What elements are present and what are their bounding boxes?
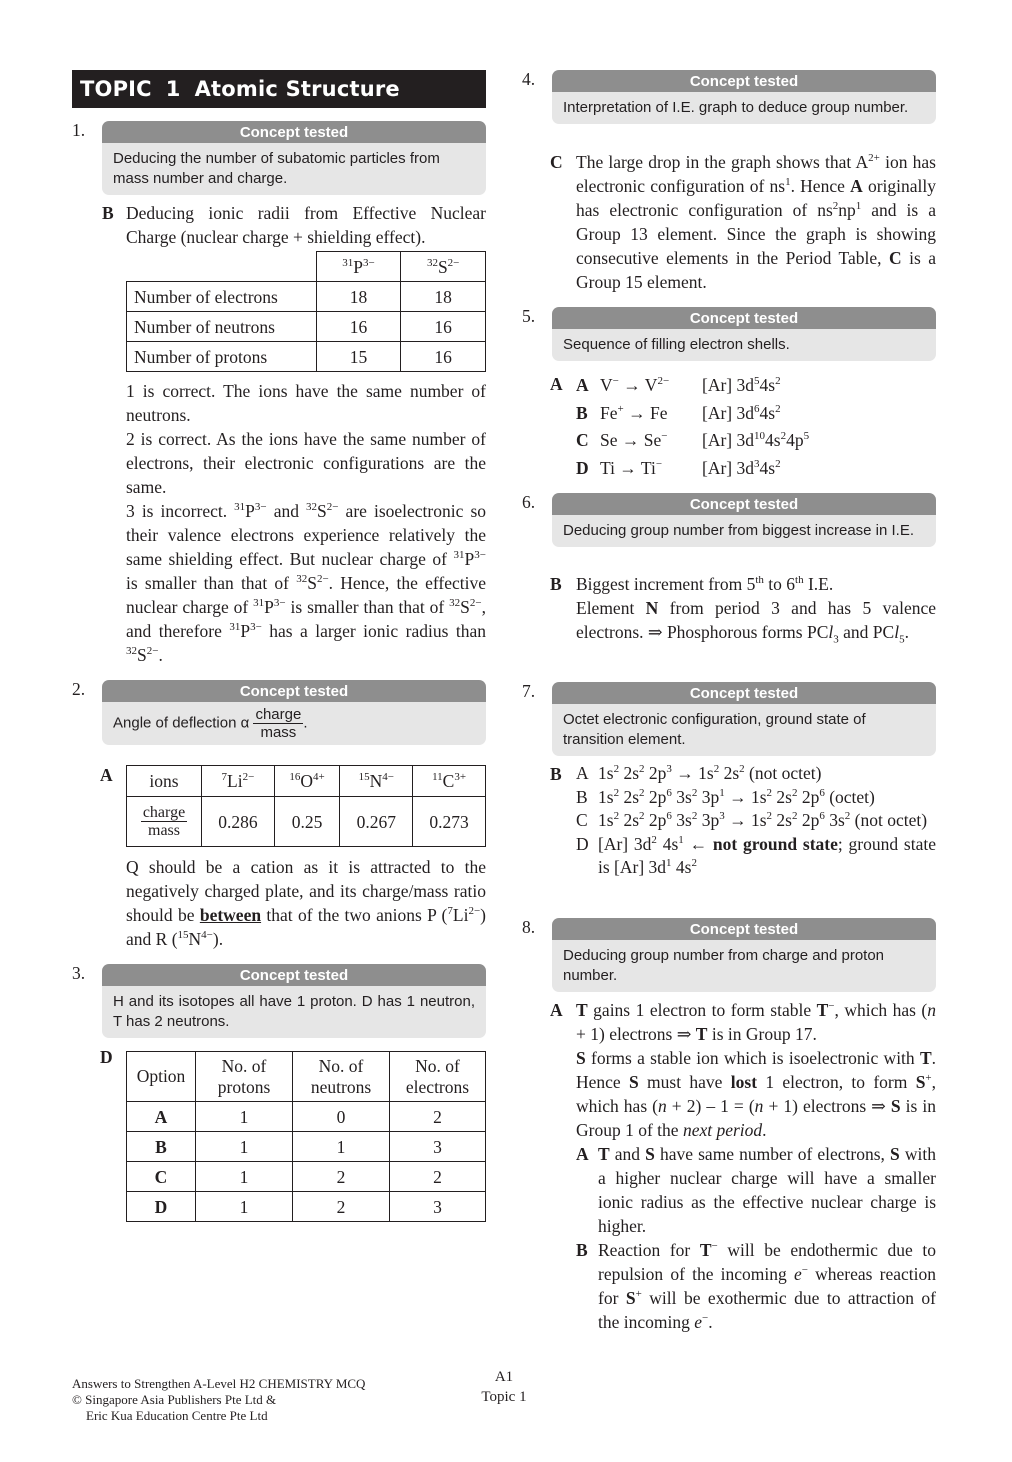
table-header: $^{32}S^{2-}$ [401, 252, 486, 282]
question-number: 2. [72, 679, 86, 699]
table-header-row [127, 766, 486, 797]
concept-box [552, 682, 936, 756]
concept-text: Angle of deflection α $\frac{\text{charge}}{\text{mass}}$ . [102, 702, 486, 745]
concept-header: Concept tested [552, 918, 936, 940]
table-cell: 18 [316, 282, 401, 312]
footer-copyright-2: Eric Kua Education Centre Pte Ltd [86, 1408, 268, 1423]
question-number: 1. [72, 120, 86, 140]
concept-header: Concept tested [552, 307, 936, 329]
fraction-denominator: mass [148, 822, 180, 839]
answer-intro: Deducing ionic radii from Effective Nuclear Charge (nuclear charge + shielding effect). [126, 203, 486, 247]
sub-option-a: A T and S have same number of electrons, S with a higher nuclear charge will have a smaller ionic radius as the effective nuclear charge is higher. [576, 1144, 936, 1236]
concept-text: Interpretation of I.E. graph to deduce group number. [552, 92, 936, 124]
topic-banner [72, 70, 486, 108]
option-a: A $V^- \to V^{2-}$ [Ar] $3d^54s^2$ [576, 375, 781, 395]
answer-block [552, 998, 936, 1334]
table-cell: 16 [401, 312, 486, 342]
explanation-text: Q should be a cation as it is attracted to the negatively charged plate, and its charge/mass ratio should be between that of the two anions P $(^7Li^{2-})$ and R $(^{15}N^{4-})$. [126, 857, 486, 949]
concept-box [552, 307, 936, 361]
concept-text: Deducing group number from charge and proton number. [552, 940, 936, 992]
table-row [127, 342, 486, 372]
table-cell: 0 [293, 1102, 390, 1132]
concept-header: Concept tested [552, 682, 936, 704]
table-cell: 3 [390, 1192, 486, 1222]
answer-letter: B [102, 203, 114, 223]
row-label: Number of protons [127, 342, 317, 372]
table-cell: 1 [293, 1132, 390, 1162]
option-list [552, 762, 936, 880]
table-row [127, 1162, 486, 1192]
answer-block [552, 762, 936, 880]
table-header: $^{31}P^{3-}$ [316, 252, 401, 282]
option-d: D [Ar] $3d^2$ $4s^1$ ← not ground state; ground state is [Ar] $3d^1$ $4s^2$ [576, 833, 937, 877]
option-c: C $1s^2$ $2s^2$ $2p^6$ $3s^2$ $3p^3 \to 1s^2$ $2s^2$ $2p^6$ $3s^2$ (not octet) [576, 810, 928, 830]
question-number: 4. [522, 69, 536, 89]
row-label: Number of electrons [127, 282, 317, 312]
answer-letter: A [550, 1000, 563, 1020]
concept-header: Concept tested [102, 680, 486, 702]
question-number: 7. [522, 681, 536, 701]
table-cell: B [127, 1132, 196, 1162]
table-header: No. of protons [196, 1052, 293, 1102]
concept-box [552, 918, 936, 992]
table-cell: 16 [401, 342, 486, 372]
concept-prefix: Angle of deflection α [113, 714, 250, 732]
footer-page [454, 1367, 554, 1407]
concept-text: H and its isotopes all have 1 proton. D has 1 neutron, T has 2 neutrons. [102, 986, 486, 1038]
row-label [127, 797, 202, 847]
explanation-text: S forms a stable ion which is isoelectronic with T. Hence S must have lost 1 electron, to form S+, which has (n + 2) – 1 = (n + 1) electrons ⇒ S is in Group 1 of the next period. [576, 1048, 937, 1140]
question-number: 5. [522, 306, 536, 326]
footer-book-title: Answers to Strengthen A-Level H2 CHEMISTRY MCQ [72, 1376, 366, 1391]
table-cell: 2 [390, 1102, 486, 1132]
table-row [127, 797, 486, 847]
explanation [126, 379, 486, 667]
row-label: Number of neutrons [127, 312, 317, 342]
table-cell: 2 [390, 1162, 486, 1192]
concept-header: Concept tested [102, 964, 486, 986]
table-cell: 18 [401, 282, 486, 312]
answer-letter: C [550, 152, 563, 172]
answer-letter: A [100, 765, 113, 785]
topic-number: 1 [165, 77, 181, 101]
table-header: $^7Li^{2-}$ [202, 766, 275, 797]
concept-text: Deducing the number of subatomic particles from mass number and charge. [102, 143, 486, 195]
footer-publisher [72, 1376, 365, 1424]
fraction-numerator: charge [142, 804, 186, 821]
table-cell: D [127, 1192, 196, 1222]
concept-box [102, 121, 486, 195]
concept-box [102, 964, 486, 1038]
table-header-row [127, 252, 486, 282]
table-header: Option [127, 1052, 196, 1102]
table-header-row [127, 1052, 486, 1102]
question-number: 6. [522, 492, 536, 512]
concept-box [552, 70, 936, 124]
answer-block [552, 150, 936, 294]
table-row [127, 1192, 486, 1222]
table-row [127, 312, 486, 342]
table-cell: 1 [196, 1102, 293, 1132]
footer-copyright: © Singapore Asia Publishers Pte Ltd & [72, 1392, 277, 1407]
table-cell: 15 [316, 342, 401, 372]
isotopes-table [126, 1051, 486, 1222]
answer-letter: A [550, 374, 563, 394]
fraction-numerator: charge [255, 706, 302, 723]
answer-letter: B [550, 574, 562, 594]
statement-1: 1 is correct. The ions have the same number of neutrons. [126, 381, 486, 425]
answer-letter: D [100, 1047, 113, 1067]
option-c: C Se → Se− [Ar] $3d^{10}4s^24p^5$ [576, 430, 810, 450]
answer-block [552, 572, 936, 644]
concept-box [552, 493, 936, 547]
explanation [126, 855, 486, 951]
table-cell: 1 [196, 1192, 293, 1222]
table-header: $^{11}C^{3+}$ [413, 766, 486, 797]
concept-header: Concept tested [102, 121, 486, 143]
table-cell: 2 [293, 1162, 390, 1192]
answer-letter: B [550, 764, 562, 784]
topic-title: Atomic Structure [194, 77, 400, 101]
option-b: B $1s^2$ $2s^2$ $2p^6$ $3s^2$ $3p^1 \to 1s^2$ $2s^2$ $2p^6$ (octet) [576, 786, 875, 807]
table-cell: 0.286 [202, 797, 275, 847]
page-number: A1 [494, 1369, 514, 1385]
concept-header: Concept tested [552, 493, 936, 515]
explanation-text: T gains 1 electron to form stable T−, which has (n + 1) electrons ⇒ T is in Group 17. [576, 1000, 936, 1044]
table-row [127, 1132, 486, 1162]
answer-block [552, 372, 936, 482]
statement-2: 2 is correct. As the ions have the same number of electrons, their electronic configurations are the same. [126, 429, 486, 497]
table-cell: 0.267 [340, 797, 413, 847]
table-cell: 1 [196, 1132, 293, 1162]
table-header: ions [127, 766, 202, 797]
answer-block [102, 201, 486, 249]
option-b: B Fe+ → Fe [Ar] $3d^64s^2$ [576, 402, 781, 423]
table-cell: 2 [293, 1192, 390, 1222]
page-topic: Topic 1 [481, 1389, 527, 1405]
statement-3: 3 is incorrect. $^{31}P^{3-}$ and $^{32}S^{2-}$ are isoelectronic so their valence electrons experience relatively the same shielding effect. But nuclear charge of $^{31}P^{3-}$ is smaller than that of $^{32}S^{2-}$. Hence, the effective nuclear charge of $^{31}P^{3-}$ is smaller than that of $^{32}S^{2-}$, and therefore $^{31}P^{3-}$ has a larger ionic radius than $^{32}S^{2-}$. [126, 501, 486, 665]
explanation-text: Biggest increment from 5th to 6th I.E. [576, 574, 834, 594]
table-cell: 16 [316, 312, 401, 342]
charge-mass-fraction [253, 706, 303, 741]
table-row [127, 282, 486, 312]
fraction-denominator: mass [260, 724, 297, 741]
concept-text: Octet electronic configuration, ground state of transition element. [552, 704, 936, 756]
explanation-text: Element N from period 3 and has 5 valence electrons. ⇒ Phosphorous forms PCl$_3$ and PCl$_5$. [576, 598, 936, 646]
option-list [552, 372, 936, 482]
sub-option-b: B Reaction for T− will be endothermic due to repulsion of the incoming e− whereas reaction for S+ will be exothermic due to attraction of the incoming e−. [576, 1240, 937, 1332]
concept-header: Concept tested [552, 70, 936, 92]
table-cell: 0.273 [413, 797, 486, 847]
concept-text: Deducing group number from biggest increase in I.E. [552, 515, 936, 547]
topic-label: TOPIC [80, 77, 152, 101]
table-row [127, 1102, 486, 1132]
table-header: $^{16}O^{4+}$ [274, 766, 340, 797]
subatomic-table [126, 251, 486, 372]
table-cell: A [127, 1102, 196, 1132]
table-header: No. of electrons [390, 1052, 486, 1102]
option-d: D Ti → Ti− [Ar] $3d^34s^2$ [576, 457, 781, 478]
table-header: No. of neutrons [293, 1052, 390, 1102]
concept-text: Sequence of filling electron shells. [552, 329, 936, 361]
table-header: $^{15}N^{4-}$ [340, 766, 413, 797]
question-number: 3. [72, 963, 86, 983]
ions-table [126, 765, 486, 847]
question-number: 8. [522, 917, 536, 937]
concept-box [102, 680, 486, 745]
table-cell: 1 [196, 1162, 293, 1192]
option-a: A $1s^2$ $2s^2$ $2p^3 \to 1s^2$ $2s^2$ (not octet) [576, 763, 822, 783]
table-cell: 3 [390, 1132, 486, 1162]
table-cell [127, 252, 317, 282]
table-cell: 0.25 [274, 797, 340, 847]
explanation-text: The large drop in the graph shows that $A^{2+}$ ion has electronic configuration of $ns^1$. Hence A originally has electronic configuration of $ns^2np^1$ and is a Group 13 element. Since the graph is showing consecutive elements in the Period Table, C is a Group 15 element. [576, 152, 936, 292]
table-cell: C [127, 1162, 196, 1192]
